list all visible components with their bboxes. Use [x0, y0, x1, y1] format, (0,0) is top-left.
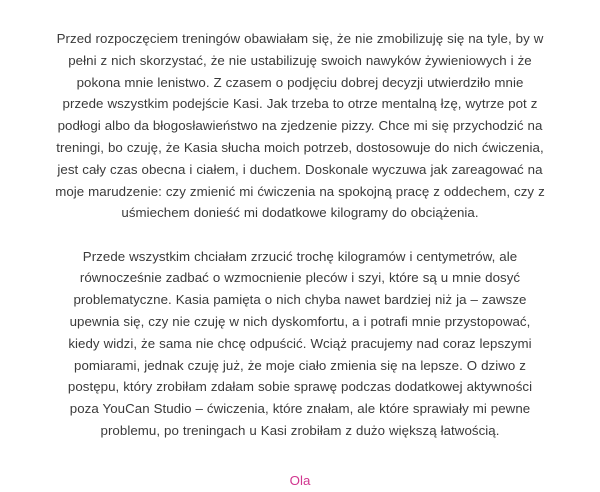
testimonial-signature: Ola — [289, 472, 311, 488]
testimonial-paragraph-2: Przede wszystkim chciałam zrzucić trochę kilogramów i centymetrów, ale równocześnie zadbać o wzmocnienie pleców i szyi, które są u mnie dosyć problematyczne. Kasia pamięta o nich chyba nawet bardziej niż ja – zawsze upewnia się, czy nie czuję w nich dyskomfortu, a i potrafi mnie przystopować, kiedy widzi, że sama nie chcę odpuścić. Wciąż pracujemy nad coraz lepszymi pomiarami, jednak czuję już, że moje ciało zmienia się na lepsze. O dziwo z postępu, który zrobiłam zdałam sobie sprawę podczas dodatkowej aktywności poza YouCan Studio – ćwiczenia, które znałam, ale które sprawiały mi pewne problemu, po treningach u Kasi zrobiłam z dużo większą łatwością. — [67, 248, 533, 439]
testimonial-paragraph-1: Przed rozpoczęciem treningów obawiałam się, że nie zmobilizuję się na tyle, by w pełni z nich skorzystać, że nie ustabilizuję swoich nawyków żywieniowych i że pokona mnie lenistwo. Z czasem o podjęciu dobrej decyzji utwierdziło mnie przede wszystkim podejście Kasi. Jak trzeba to otrze mentalną łzę, wytrze pot z podłogi albo da błogosławieństwo na zjedzenie pizzy. Chce mi się przychodzić na treningi, bo czuję, że Kasia słucha moich potrzeb, dostosowuje do nich ćwiczenia, jest cały czas obecna i ciałem, i duchem. Doskonale wyczuwa jak zareagować na moje marudzenie: czy zmienić mi ćwiczenia na spokojną pracę z oddechem, czy z uśmiechem donieść mi dodatkowe kilogramy do obciążenia. — [55, 31, 545, 221]
